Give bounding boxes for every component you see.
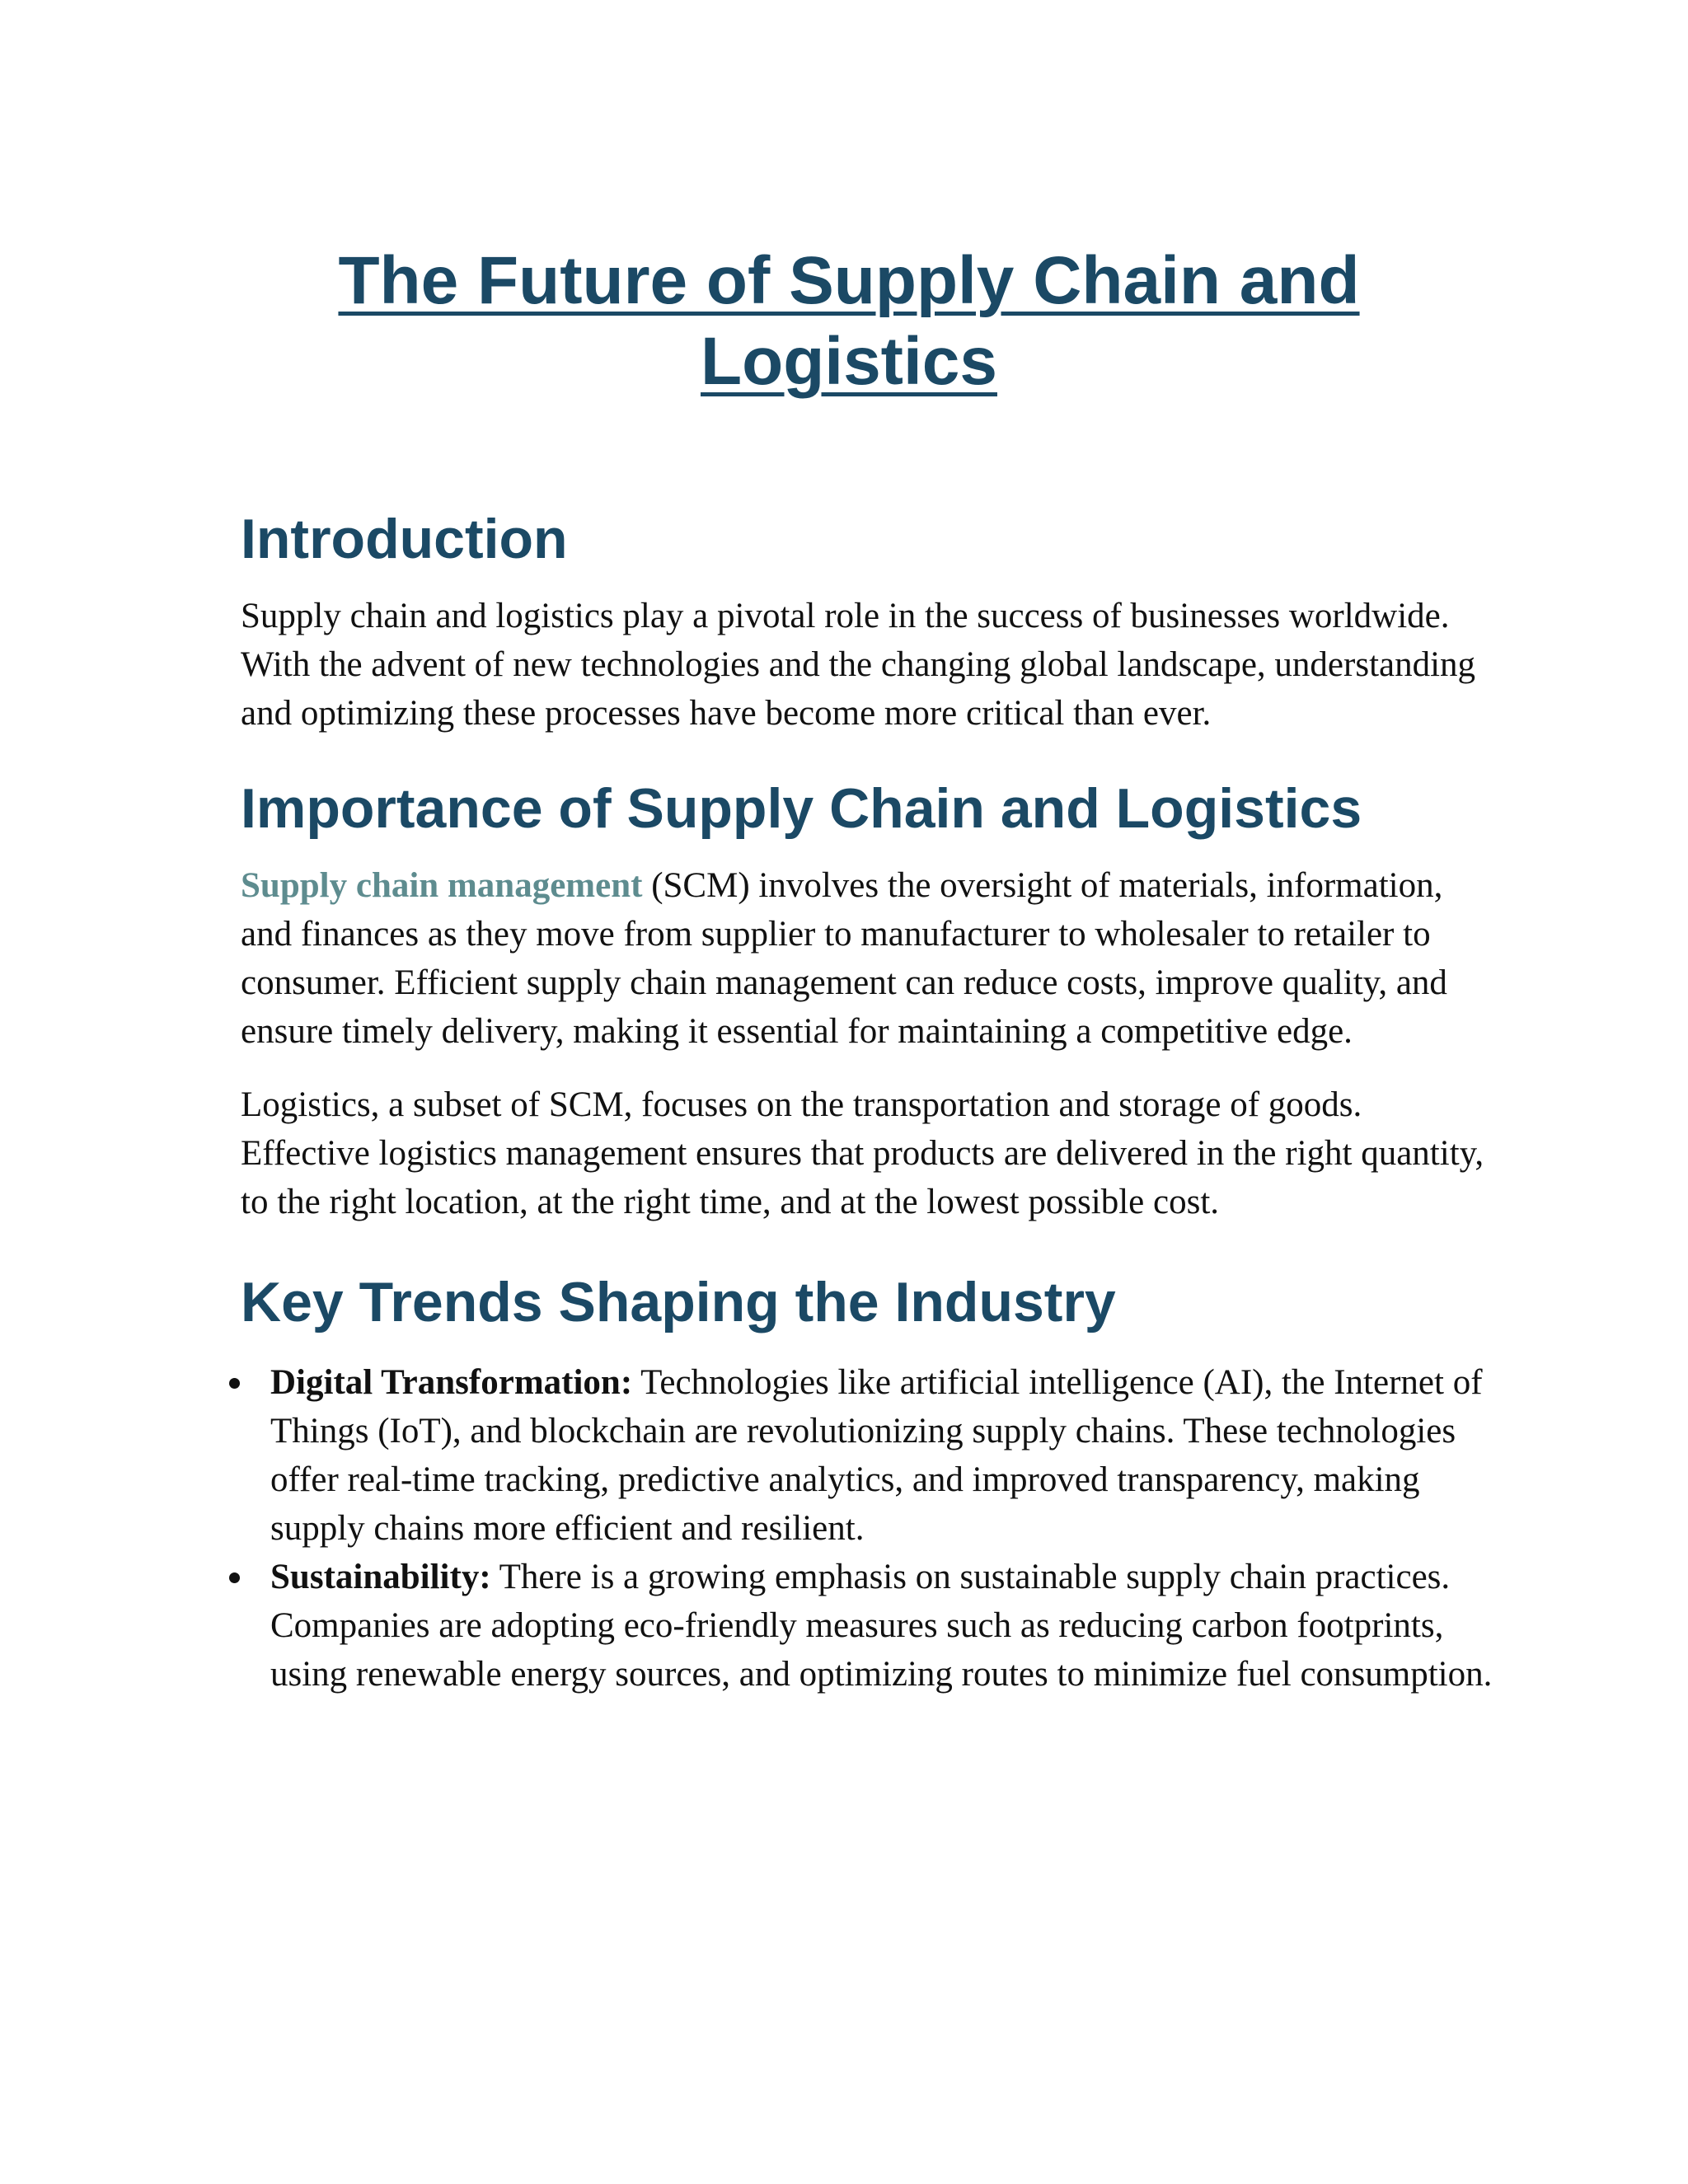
list-item-sustainability: [223, 1553, 1508, 1699]
list-item-digital-transformation: [223, 1358, 1508, 1553]
scm-paragraph-text: (SCM) involves the oversight of materials, information, and finances as they move from supplier to manufacturer to wholesaler to retailer to consumer. Efficient supply chain management can reduce costs, improve quality, and ensure timely delivery, making it essential for maintaining a competitive edge.: [241, 866, 1447, 1051]
trend-text: Technologies like artificial intelligence (AI), the Internet of Things (IoT), and blockchain are revolutionizing supply chains. These technologies offer real-time tracking, predictive analytics, and improved transparency, making supply chains more efficient and resilient.: [270, 1363, 1483, 1548]
trend-label: Sustainability:: [270, 1558, 491, 1596]
section-heading-key-trends: Key Trends Shaping the Industry: [241, 1271, 1116, 1333]
section-heading-importance: Importance of Supply Chain and Logistics: [241, 777, 1362, 840]
trend-list: [223, 1358, 1508, 1699]
section-importance: [241, 774, 1493, 1226]
section-introduction: [241, 504, 1493, 738]
importance-paragraph-scm: [241, 861, 1493, 1056]
bullet-icon: [229, 1378, 240, 1389]
section-heading-introduction: Introduction: [241, 508, 568, 570]
introduction-paragraph: Supply chain and logistics play a pivotal role in the success of businesses worldwide. With the advent of new technologies and the changing global landscape, understanding and optimizing these processes have become more critical than ever.: [241, 597, 1476, 733]
importance-paragraph-logistics: Logistics, a subset of SCM, focuses on the transportation and storage of goods. Effective logistics management ensures that products are delivered in the right quantity, to the right location, at the right time, and at the lowest possible cost.: [241, 1085, 1484, 1221]
document-title: The Future of Supply Chain and Logistics: [338, 243, 1360, 399]
scm-highlight-term: Supply chain management: [241, 866, 643, 905]
trend-text: There is a growing emphasis on sustainable supply chain practices. Companies are adopting eco-friendly measures such as reducing carbon footprints, using renewable energy sources, and optimizing routes to minimize fuel consumption.: [270, 1558, 1493, 1694]
document-body: [241, 504, 1493, 1699]
trend-label: Digital Transformation:: [270, 1363, 633, 1402]
bullet-icon: [229, 1572, 240, 1583]
section-key-trends: [241, 1268, 1493, 1699]
